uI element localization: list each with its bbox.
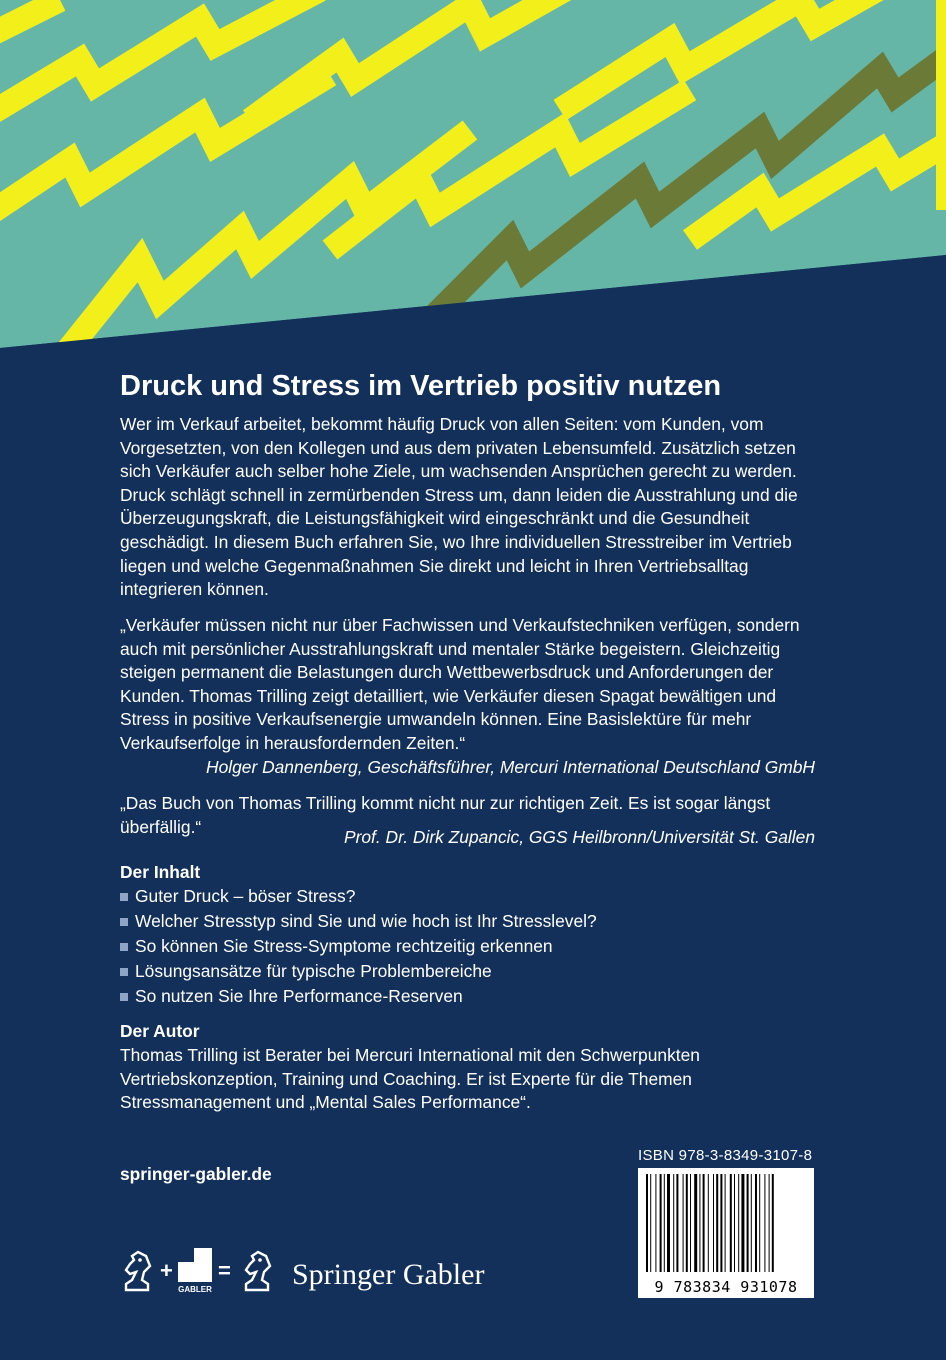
barcode (638, 1168, 814, 1298)
barcode-bar (673, 1174, 674, 1272)
cover-art-pattern (0, 0, 946, 360)
barcode-bar (667, 1174, 670, 1272)
author-heading: Der Autor (120, 1021, 200, 1041)
barcode-bar (664, 1174, 665, 1272)
barcode-bar (755, 1174, 757, 1272)
square-bullet-icon (120, 968, 128, 976)
barcode-bar (686, 1174, 688, 1272)
barcode-bar (676, 1174, 678, 1272)
square-bullet-icon (120, 893, 128, 901)
barcode-bar (694, 1174, 697, 1272)
springer-word: Springer (292, 1258, 396, 1291)
barcode-bars (638, 1168, 814, 1278)
barcode-bar (646, 1174, 648, 1272)
isbn-label: ISBN 978-3-8349-3107-8 (638, 1147, 813, 1164)
barcode-bar (738, 1174, 739, 1272)
barcode-bar (720, 1174, 722, 1272)
list-item-text: Guter Druck – böser Stress? (135, 886, 356, 906)
barcode-bar (772, 1174, 774, 1272)
barcode-bar (713, 1174, 714, 1272)
quote-1-attribution: Holger Dannenberg, Geschäftsführer, Mercuri International Deutschland GmbH (206, 757, 815, 777)
barcode-bar (708, 1174, 709, 1272)
barcode-bar (759, 1174, 760, 1272)
barcode-bar (699, 1174, 700, 1272)
barcode-bar (769, 1174, 770, 1272)
barcode-bar (734, 1174, 735, 1272)
contents-list (120, 884, 597, 1009)
gabler-label: GABLER (178, 1285, 212, 1294)
gabler-logo-icon (178, 1248, 212, 1294)
barcode-bar (690, 1174, 691, 1272)
publisher-logos (120, 1250, 500, 1300)
barcode-bar (660, 1174, 662, 1272)
square-bullet-icon (120, 993, 128, 1001)
barcode-bar (747, 1174, 749, 1272)
book-headline: Druck und Stress im Vertrieb positiv nutzen (120, 370, 722, 402)
list-item (120, 934, 597, 959)
springer-horse-icon (240, 1250, 274, 1292)
barcode-bar (703, 1174, 705, 1272)
barcode-bar (764, 1174, 765, 1272)
list-item (120, 909, 597, 934)
list-item (120, 884, 597, 909)
barcode-bar (650, 1174, 651, 1272)
quote-2-attribution: Prof. Dr. Dirk Zupancic, GGS Heilbronn/Universität St. Gallen (344, 827, 815, 847)
square-bullet-icon (120, 943, 128, 951)
quote-2-text: „Das Buch von Thomas Trilling kommt nicht nur zur richtigen Zeit. Es ist sogar längst überfällig.“ (120, 793, 771, 837)
list-item (120, 984, 597, 1009)
author-paragraph: Thomas Trilling ist Berater bei Mercuri International mit den Schwerpunkten Vertriebskonzeption, Training und Coaching. Er ist Experte für die Themen Stressmanagement und „Mental Sales Performance“. (120, 1045, 700, 1113)
intro-paragraph: Wer im Verkauf arbeitet, bekommt häufig Druck von allen Seiten: vom Kunden, vom Vorgesetzten, von den Kollegen und aus dem privaten Lebensumfeld. Zusätzlich setzen sich Verkäufer auch selber hohe Ziele, um wachsenden Ansprüchen gerecht zu werden. Druck schlägt schnell in zermürbenden Stress um, dann leiden die Ausstrahlung und die Überzeugungskraft, die Leistungsfähigkeit wird eingeschränkt und die Gesundheit geschädigt. In diesem Buch erfahren Sie, wo Ihre individuellen Stresstreiber im Vertrieb liegen und welche Gegenmaßnahmen Sie direkt und leicht in Ihren Vertriebsalltag integrieren können. (120, 414, 798, 600)
list-item-text: So können Sie Stress-Symptome rechtzeitig erkennen (135, 936, 553, 956)
website-link[interactable]: springer-gabler.de (120, 1164, 272, 1184)
springer-horse-icon (120, 1250, 154, 1292)
equals-sign: = (218, 1258, 231, 1283)
barcode-bar (730, 1174, 732, 1272)
square-bullet-icon (120, 918, 128, 926)
list-item-text: Lösungsansätze für typische Problembereiche (135, 961, 492, 981)
barcode-bar (716, 1174, 718, 1272)
list-item (120, 959, 597, 984)
barcode-bar (741, 1174, 744, 1272)
edge-bar (936, 0, 946, 210)
barcode-bar (683, 1174, 684, 1272)
springer-gabler-wordmark (292, 1258, 484, 1292)
quote-1-text: „Verkäufer müssen nicht nur über Fachwissen und Verkaufstechniken verfügen, sondern auch mit persönlicher Ausstrahlungskraft und mentaler Stärke begeistern. Gleichzeitig steigen permanent die Belastungen durch Wettbewerbsdruck und Anforderungen der Kunden. Thomas Trilling zeigt detailliert, wie Verkäufer diesen Spagat bewältigen und Stress in positive Verkaufsenergie umwandeln können. Eine Basislektüre für mehr Verkaufserfolge in herausfordernden Zeiten.“ (120, 615, 800, 753)
plus-sign: + (160, 1258, 173, 1283)
barcode-bar (725, 1174, 726, 1272)
barcode-bar (751, 1174, 752, 1272)
list-item-text: So nutzen Sie Ihre Performance-Reserven (135, 986, 463, 1006)
barcode-digits: 9 783834 931078 (654, 1278, 798, 1296)
contents-heading: Der Inhalt (120, 862, 201, 882)
gabler-word: Gabler (402, 1258, 485, 1291)
list-item-text: Welcher Stresstyp sind Sie und wie hoch ist Ihr Stresslevel? (135, 911, 597, 931)
barcode-bar (655, 1174, 656, 1272)
